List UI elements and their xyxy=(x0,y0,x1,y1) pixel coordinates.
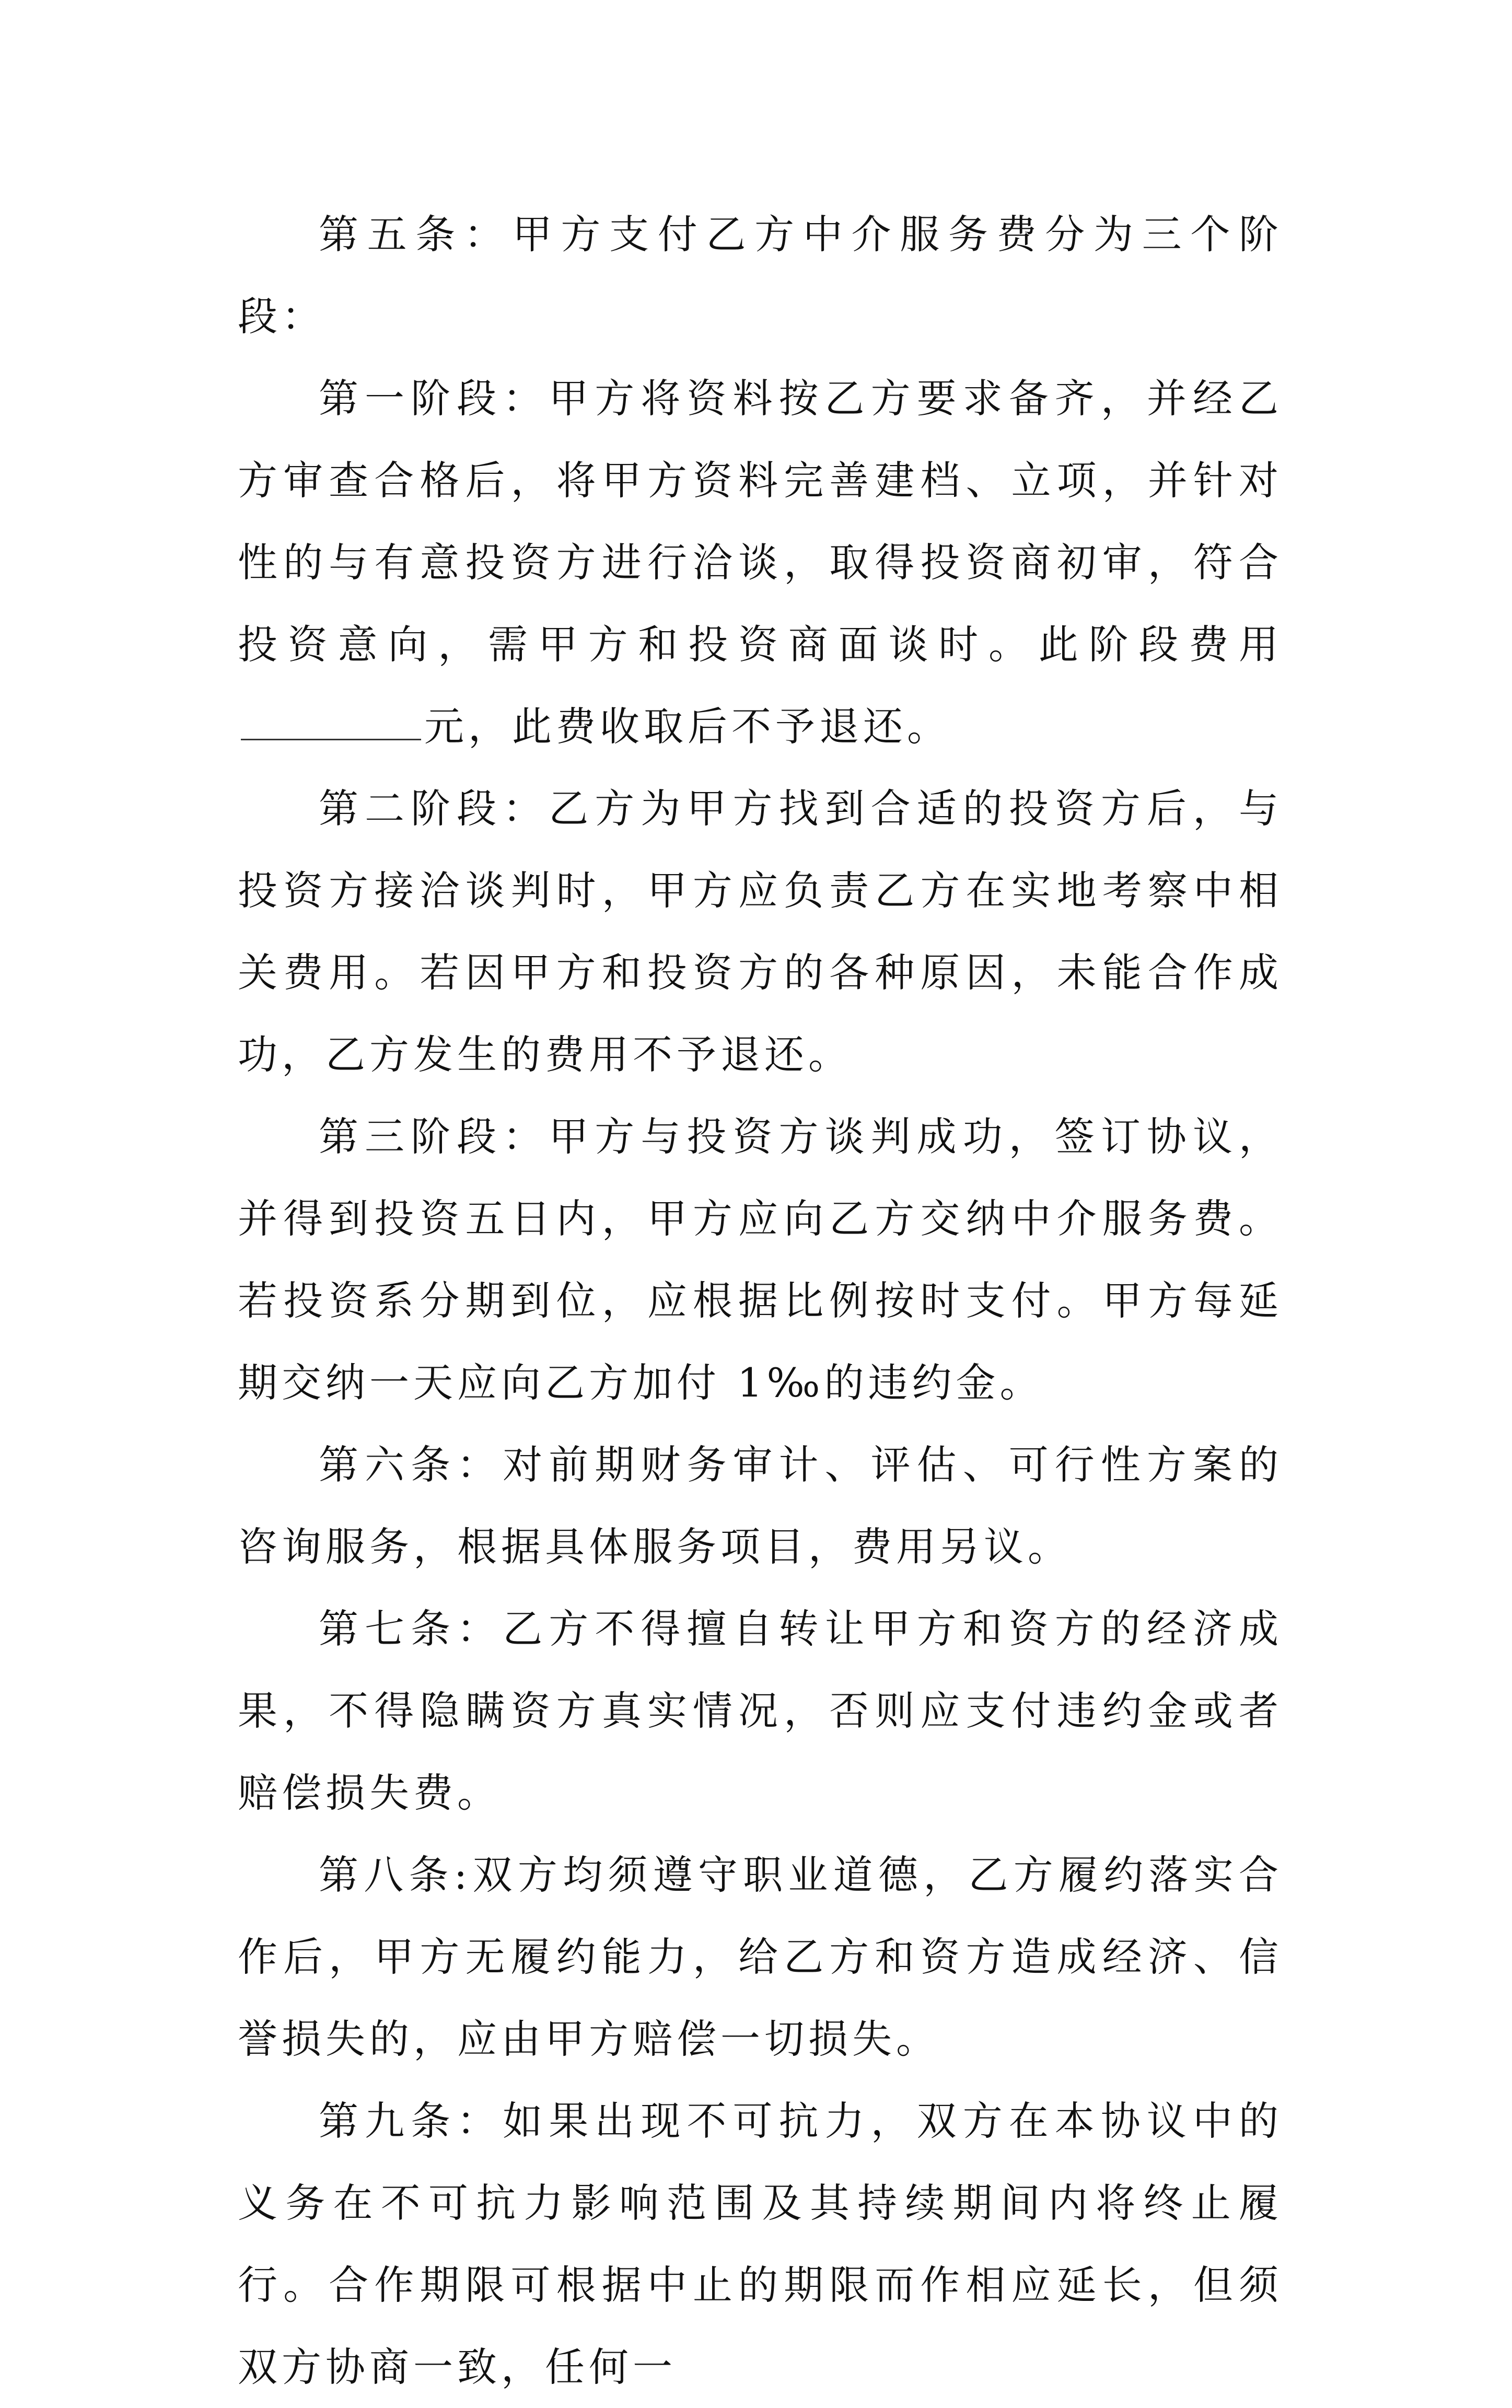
clause-7-paragraph: 第七条：乙方不得擅自转让甲方和资方的经济成果，不得隐瞒资方真实情况，否则应支付违约金或者赔偿损失费。 xyxy=(238,1606,1283,1816)
stage-2-paragraph: 第二阶段：乙方为甲方找到合适的投资方后，与投资方接洽谈判时，甲方应负责乙方在实地考察中相关费用。若因甲方和投资方的各种原因，未能合作成功，乙方发生的费用不予退还。 xyxy=(238,785,1283,1078)
clause-6-paragraph: 第六条：对前期财务审计、评估、可行性方案的咨询服务，根据具体服务项目，费用另议。 xyxy=(238,1441,1283,1570)
document-body xyxy=(238,193,1283,2408)
stage-1-text-after-blank: 元，此费收取后不予退还。 xyxy=(424,703,951,750)
stage-3-paragraph: 第三阶段：甲方与投资方谈判成功，签订协议，并得到投资五日内，甲方应向乙方交纳中介服务费。若投资系分期到位，应根据比例按时支付。甲方每延期交纳一天应向乙方加付 1‰的违约金。 xyxy=(238,1113,1283,1406)
stage-1-paragraph xyxy=(238,357,1283,767)
clause-5-paragraph: 第五条：甲方支付乙方中介服务费分为三个阶段： xyxy=(238,211,1283,340)
clause-8-paragraph: 第八条:双方均须遵守职业道德，乙方履约落实合作后，甲方无履约能力，给乙方和资方造成经济、信誉损失的，应由甲方赔偿一切损失。 xyxy=(238,1852,1283,2062)
fee-amount-blank xyxy=(241,702,421,740)
clause-9-paragraph: 第九条：如果出现不可抗力，双方在本协议中的义务在不可抗力影响范围及其持续期间内将终止履行。合作期限可根据中止的期限而作相应延长，但须双方协商一致，任何一 xyxy=(238,2098,1283,2390)
stage-1-text-before-blank: 第一阶段：甲方将资料按乙方要求备齐，并经乙方审查合格后，将甲方资料完善建档、立项，并针对性的与有意投资方进行洽谈，取得投资商初审，符合投资意向，需甲方和投资商面谈时。此阶段费用 xyxy=(238,375,1283,668)
